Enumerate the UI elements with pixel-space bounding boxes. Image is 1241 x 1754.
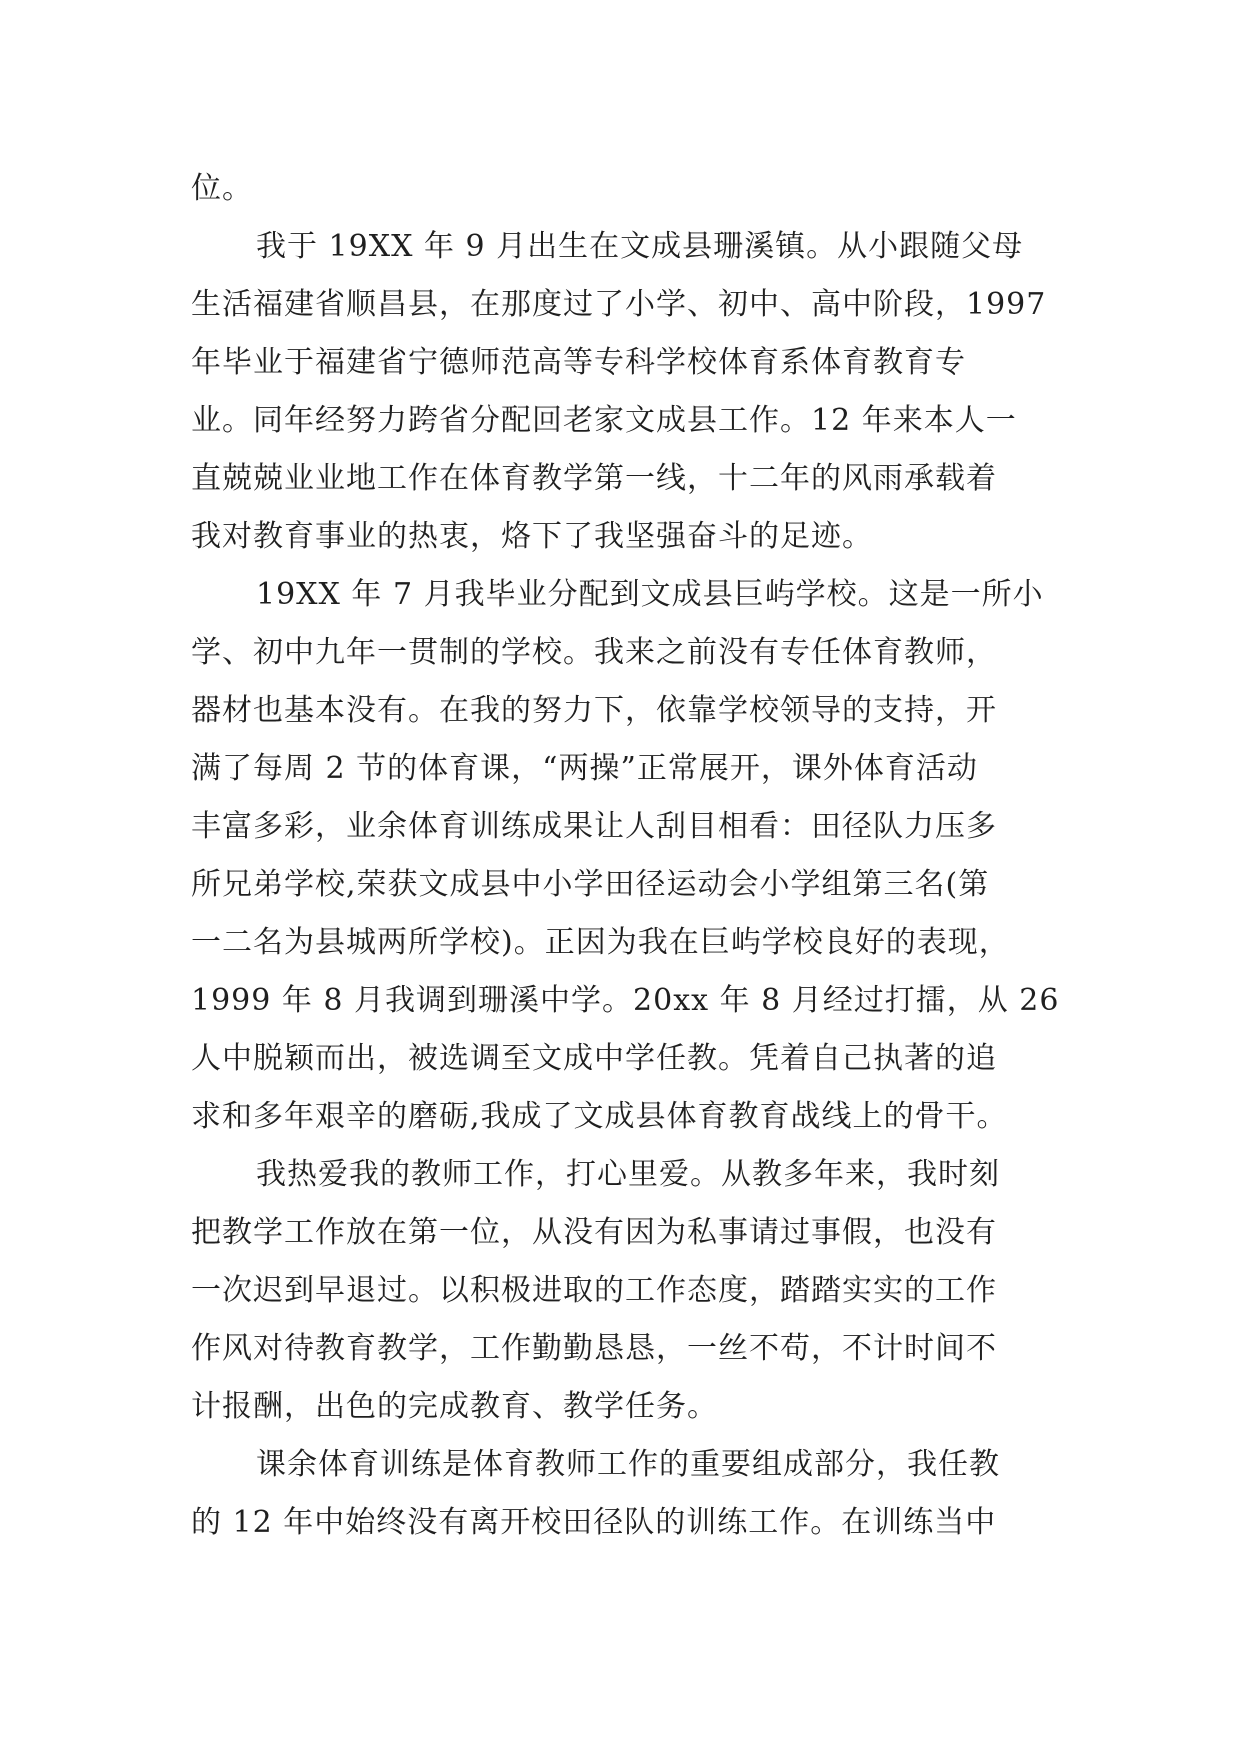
document-body <box>191 160 1061 1552</box>
text-line: 求和多年艰辛的磨砺,我成了文成县体育教育战线上的骨干。 <box>191 1099 1008 1134</box>
text-line: 所兄弟学校,荣获文成县中小学田径运动会小学组第三名(第 <box>191 867 990 902</box>
text-line: 计报酬，出色的完成教育、教学任务。 <box>191 1389 718 1424</box>
text-line: 丰富多彩，业余体育训练成果让人刮目相看：田径队力压多 <box>191 809 997 844</box>
text-line: 学、初中九年一贯制的学校。我来之前没有专任体育教师， <box>191 635 997 670</box>
text-line: 我于 19XX 年 9 月出生在文成县珊溪镇。从小跟随父母 <box>256 229 1024 264</box>
text-line: 把教学工作放在第一位，从没有因为私事请过事假，也没有 <box>191 1215 997 1250</box>
text-line: 位。 <box>191 171 253 206</box>
text-line: 1999 年 8 月我调到珊溪中学。20xx 年 8 月经过打擂，从 26 <box>191 983 1060 1018</box>
text-line: 器材也基本没有。在我的努力下，依靠学校领导的支持，开 <box>191 693 997 728</box>
text-line: 一二名为县城两所学校)。正因为我在巨屿学校良好的表现， <box>191 925 1010 960</box>
text-line: 的 12 年中始终没有离开校田径队的训练工作。在训练当中 <box>191 1505 997 1540</box>
text-line: 年毕业于福建省宁德师范高等专科学校体育系体育教育专 <box>191 345 966 380</box>
text-line: 作风对待教育教学，工作勤勤恳恳，一丝不苟，不计时间不 <box>191 1331 997 1366</box>
text-line: 人中脱颖而出，被选调至文成中学任教。凭着自己执著的追 <box>191 1041 997 1076</box>
text-line: 我对教育事业的热衷，烙下了我坚强奋斗的足迹。 <box>191 519 873 554</box>
text-line: 19XX 年 7 月我毕业分配到文成县巨屿学校。这是一所小 <box>256 577 1044 612</box>
text-line: 课余体育训练是体育教师工作的重要组成部分，我任教 <box>256 1447 1000 1482</box>
text-line: 直兢兢业业地工作在体育教学第一线，十二年的风雨承载着 <box>191 461 997 496</box>
text-line: 生活福建省顺昌县，在那度过了小学、初中、高中阶段，1997 <box>191 287 1047 322</box>
text-line: 我热爱我的教师工作，打心里爱。从教多年来，我时刻 <box>256 1157 1000 1192</box>
text-line: 一次迟到早退过。以积极进取的工作态度，踏踏实实的工作 <box>191 1273 997 1308</box>
text-line: 满了每周 2 节的体育课，“两操”正常展开，课外体育活动 <box>191 751 978 786</box>
text-line: 业。同年经努力跨省分配回老家文成县工作。12 年来本人一 <box>191 403 1017 438</box>
